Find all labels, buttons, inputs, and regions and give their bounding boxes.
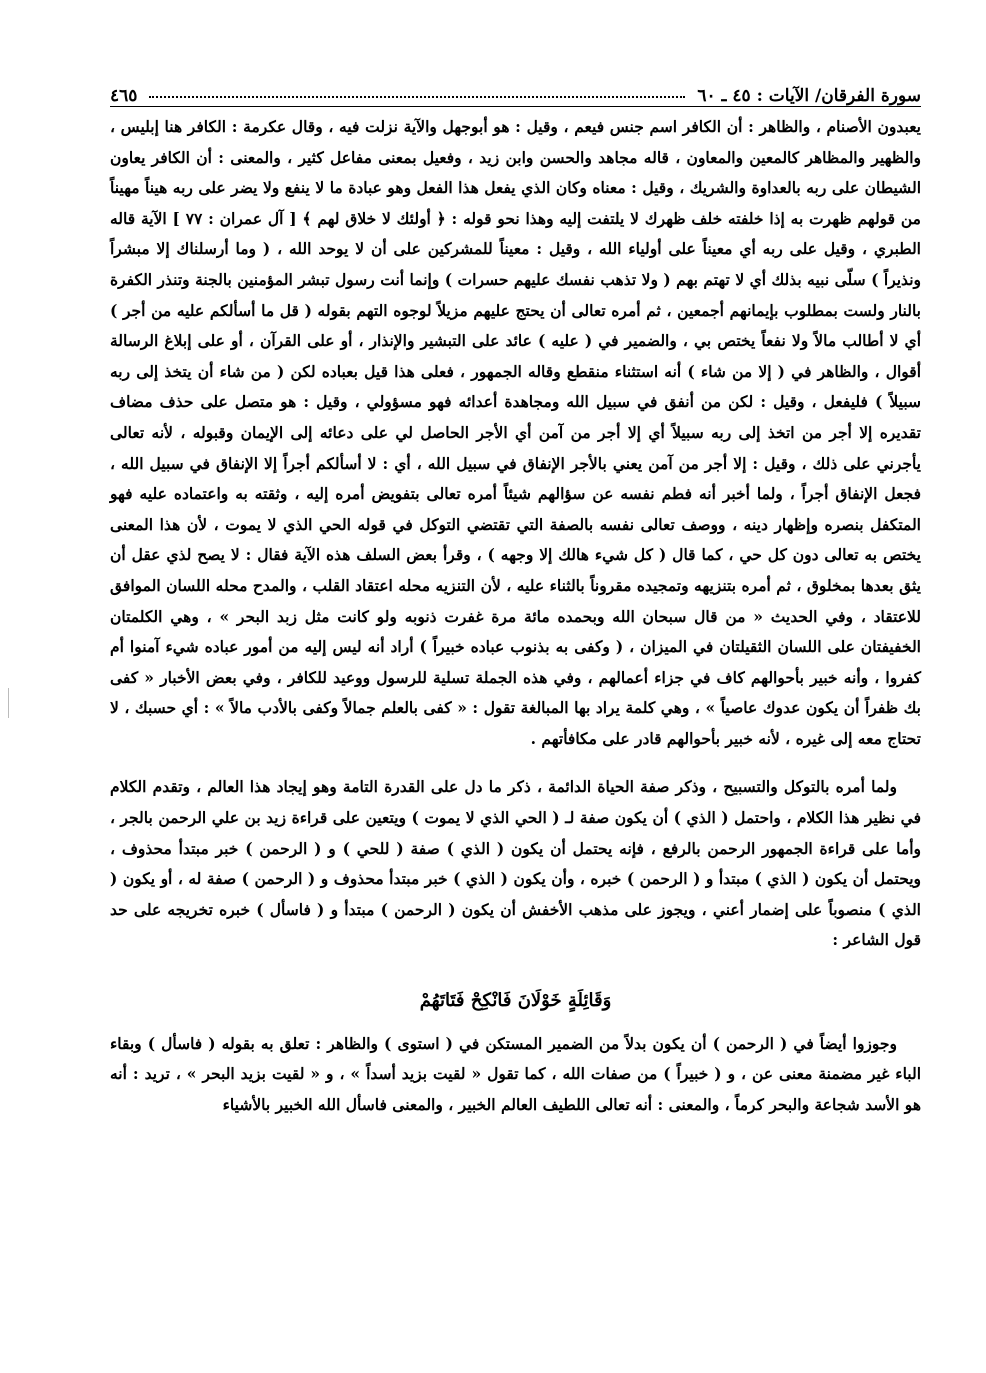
page-number: ٤٦٥ bbox=[110, 86, 138, 106]
running-header bbox=[110, 72, 921, 107]
paragraph-1: يعبدون الأصنام ، والظاهر : أن الكافر اسم جنس فيعم ، وقيل : هو أبوجهل والآية نزلت فيه ، وقال عكرمة : الكافر هنا إبليس ، والظهير والمظاهر كالمعين والمعاون ، قاله مجاهد والحسن وابن زيد ، وفعيل بمعنى مفاعل كثير ، والمعنى : أن الكافر يعاون الشيطان على ربه بالعداوة والشريك ، وقيل : معناه وكان الذي يفعل هذا الفعل وهو عبادة ما لا ينفع ولا يضر على ربه هيناً مهيناً من قولهم ظهرت به إذا خلفته خلف ظهرك لا يلتفت إليه وهذا نحو قوله : ﴿ أولئك لا خلاق لهم ﴾ [ آل عمران : ٧٧ ] الآية قاله الطبري ، وقيل على ربه أي معيناً على أولياء الله ، وقيل : معيناً للمشركين على أن لا يوحد الله ، ( وما أرسلناك إلا مبشراً ونذيراً ) سلّى نبيه بذلك أي لا تهتم بهم ( ولا تذهب نفسك عليهم حسرات ) وإنما أنت رسول تبشر المؤمنين بالجنة وتنذر الكفرة بالنار ولست بمطلوب بإيمانهم أجمعين ، ثم أمره تعالى أن يحتج عليهم مزيلاً لوجوه التهم بقوله ( قل ما أسألكم عليه من أجر ) أي لا أطالب مالاً ولا نفعاً يختص بي ، والضمير في ( عليه ) عائد على التبشير والإنذار ، أو على القرآن ، أو على إبلاغ الرسالة أقوال ، والظاهر في ( إلا من شاء ) أنه استثناء منقطع وقاله الجمهور ، فعلى هذا قيل بعباده لكن ( من شاء أن يتخذ إلى ربه سبيلاً ) فليفعل ، وقيل : لكن من أنفق في سبيل الله ومجاهدة أعدائه فهو مسؤولي ، وقيل : هو متصل على حذف مضاف تقديره إلا أجر من اتخذ إلى ربه سبيلاً أي إلا أجر من آمن أي الأجر الحاصل لي على دعائه إلى الإيمان وقبوله ، لأنه تعالى يأجرني على ذلك ، وقيل : إلا أجر من آمن يعني بالأجر الإنفاق في سبيل الله ، أي : لا أسألكم أجراً إلا الإنفاق في سبيل الله ، فجعل الإنفاق أجراً ، ولما أخبر أنه فطم نفسه عن سؤالهم شيئاً أمره تعالى بتفويض أمره إليه ، وثقته به واعتماده عليه فهو المتكفل بنصره وإظهار دينه ، ووصف تعالى نفسه بالصفة التي تقتضي التوكل في قوله الحي الذي لا يموت ، لأن هذا المعنى يختص به تعالى دون كل حي ، كما قال ( كل شيء هالك إلا وجهه ) ، وقرأ بعض السلف هذه الآية فقال : لا يصح لذي عقل أن يثق بعدها بمخلوق ، ثم أمره بتنزيهه وتمجيده مقروناً بالثناء عليه ، لأن التنزيه محله اعتقاد القلب ، والمدح محله اللسان الموافق للاعتقاد ، وفي الحديث « من قال سبحان الله وبحمده مائة مرة غفرت ذنوبه ولو كانت مثل زبد البحر » ، وهي الكلمتان الخفيفتان على اللسان الثقيلتان في الميزان ، ( وكفى به بذنوب عباده خبيراً ) أراد أنه ليس إليه من أمور عباده شيء آمنوا أم كفروا ، وأنه خبير بأحوالهم كاف في جزاء أعمالهم ، وفي هذه الجملة تسلية للرسول ووعيد للكافر ، وفي بعض الأخبار « كفى بك ظفراً أن يكون عدوك عاصياً » ، وهي كلمة يراد بها المبالغة تقول : « كفى بالعلم جمالاً وكفى بالأدب مالاً » : أي حسبك ، لا تحتاج معه إلى غيره ، لأنه خبير بأحوالهم قادر على مكافأتهم . bbox=[110, 117, 921, 748]
page-body bbox=[110, 112, 921, 1120]
poetry-verse: وَقَائِلَةٍ خَوْلَانَ فَانْكِحْ فَتَاتَهُمْ bbox=[419, 990, 612, 1012]
header-leader-dots bbox=[149, 96, 685, 98]
scan-margin-mark bbox=[8, 688, 9, 718]
surah-title: سورة الفرقان/ الآيات : ٤٥ ـ ٦٠ bbox=[697, 86, 921, 106]
paragraph-3: وجوزوا أيضاً في ( الرحمن ) أن يكون بدلاً من الضمير المستكن في ( استوى ) والظاهر : تعلق به بقوله ( فاسأل ) وبقاء الباء غير مضمنة معنى عن ، و ( خبيراً ) من صفات الله ، كما تقول « لقيت بزيد أسداً » ، و « لقيت بزيد البحر » ، تريد : أنه هو الأسد شجاعة والبحر كرماً ، والمعنى : أنه تعالى اللطيف العالم الخبير ، والمعنى فاسأل الله الخبير بالأشياء bbox=[110, 1033, 921, 1114]
paragraph-2: ولما أمره بالتوكل والتسبيح ، وذكر صفة الحياة الدائمة ، ذكر ما دل على القدرة التامة وهو إيجاد هذا العالم ، وتقدم الكلام في نظير هذا الكلام ، واحتمل ( الذي ) أن يكون صفة لـ ( الحي الذي لا يموت ) ويتعين على قراءة زيد بن علي الرحمن بالجر ، وأما على قراءة الجمهور الرحمن بالرفع ، فإنه يحتمل أن يكون ( الذي ) صفة ( للحي ) و ( الرحمن ) خبر مبتدأ محذوف ، ويحتمل أن يكون ( الذي ) مبتدأ و ( الرحمن ) خبره ، وأن يكون ( الذي ) خبر مبتدأ محذوف و ( الرحمن ) صفة له ، أو يكون ( الذي ) منصوباً على إضمار أعني ، ويجوز على مذهب الأخفش أن يكون ( الرحمن ) مبتدأ و ( فاسأل ) خبره تخريجه على حد قول الشاعر : bbox=[110, 777, 921, 950]
